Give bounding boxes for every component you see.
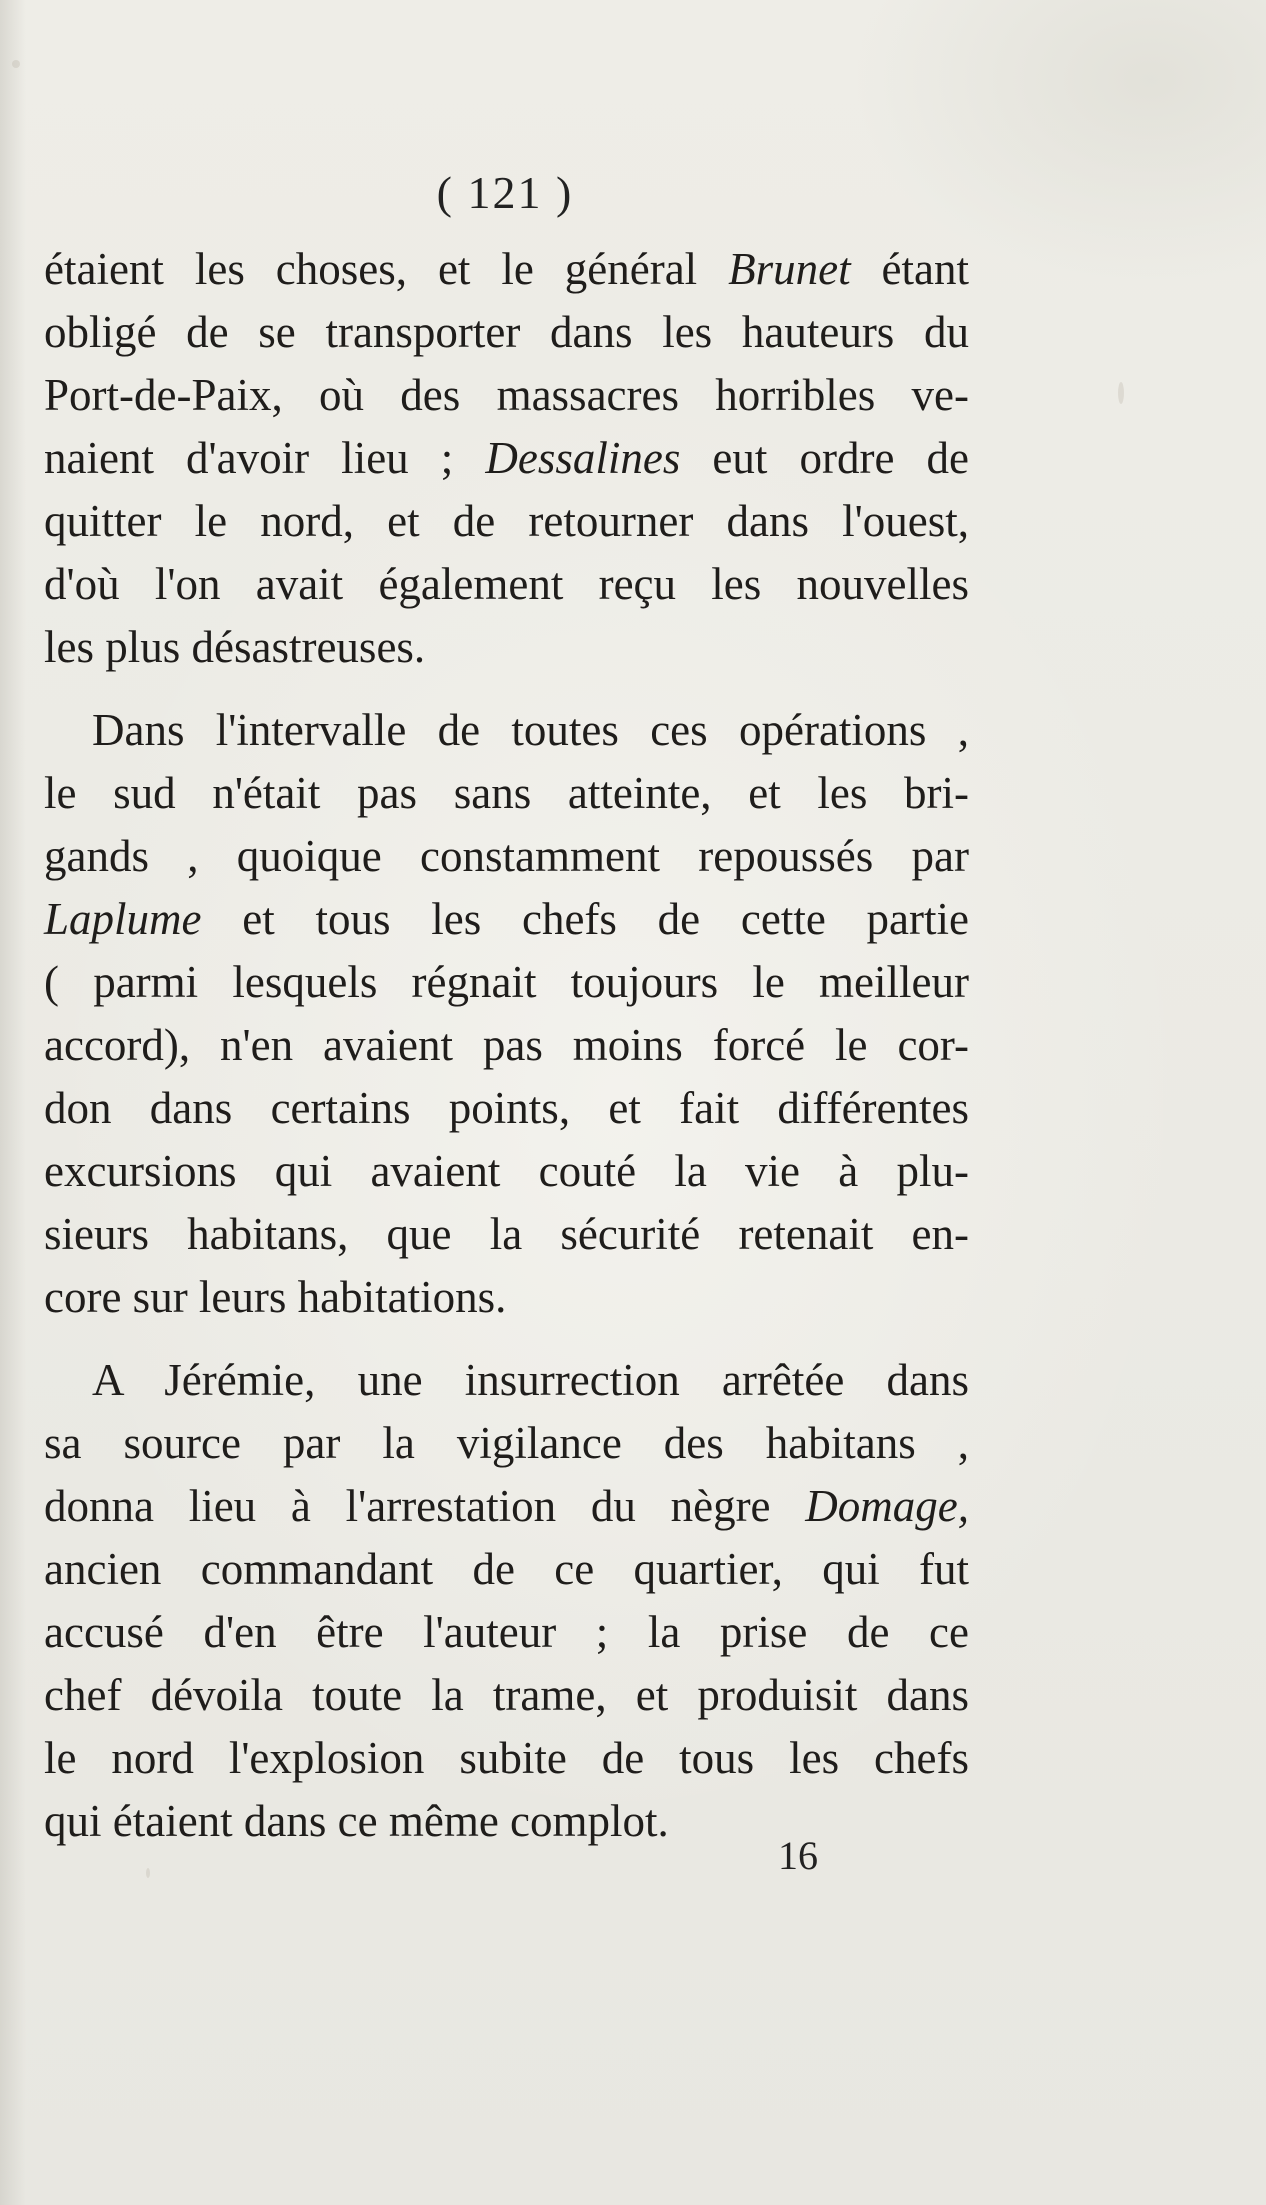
- text-run: étant: [850, 244, 969, 294]
- text-line: [44, 1349, 969, 1412]
- text-line: [44, 1538, 969, 1601]
- text-line: [44, 1266, 969, 1329]
- text-line: [44, 427, 969, 490]
- foxing-spot: [12, 60, 20, 68]
- text-run: le sud n'était pas sans atteinte, et les bri-: [44, 768, 969, 818]
- text-line: [44, 888, 969, 951]
- signature-mark: 16: [778, 1833, 818, 1878]
- text-run: don dans certains points, et fait différentes: [44, 1083, 969, 1133]
- text-line: [44, 1727, 969, 1790]
- text-run: obligé de se transporter dans les hauteurs du: [44, 307, 969, 357]
- italic-name: Laplume: [44, 894, 202, 944]
- paragraph-gap: [44, 1329, 969, 1349]
- text-run: ancien commandant de ce quartier, qui fut: [44, 1544, 969, 1594]
- text-line: [44, 364, 969, 427]
- text-run: les plus désastreuses.: [44, 622, 426, 672]
- text-line: [44, 238, 969, 301]
- italic-name: Domage,: [805, 1481, 969, 1531]
- italic-name: Brunet: [728, 244, 851, 294]
- text-run: accusé d'en être l'auteur ; la prise de ce: [44, 1607, 969, 1657]
- text-line: [44, 1475, 969, 1538]
- italic-name: Dessalines: [485, 433, 681, 483]
- text-run: A Jérémie, une insurrection arrêtée dans: [92, 1355, 969, 1405]
- text-line: [44, 1412, 969, 1475]
- text-line: [44, 301, 969, 364]
- text-line: [44, 1601, 969, 1664]
- text-line: [44, 1790, 969, 1853]
- text-run: naient d'avoir lieu ;: [44, 433, 486, 483]
- text-run: sieurs habitans, que la sécurité retenait en-: [44, 1209, 969, 1259]
- foxing-spot: [1118, 382, 1124, 404]
- text-run: qui étaient dans ce même complot.: [44, 1796, 669, 1846]
- text-run: donna lieu à l'arrestation du nègre: [44, 1481, 806, 1531]
- paragraph: [44, 1349, 969, 1853]
- text-run: chef dévoila toute la trame, et produisit dans: [44, 1670, 969, 1720]
- text-line: [44, 490, 969, 553]
- text-run: gands , quoique constamment repoussés par: [44, 831, 969, 881]
- body-text: [44, 238, 969, 1853]
- paragraph: [44, 699, 969, 1329]
- text-run: core sur leurs habitations.: [44, 1272, 507, 1322]
- text-run: sa source par la vigilance des habitans ,: [44, 1418, 969, 1468]
- paragraph-gap: [44, 679, 969, 699]
- text-run: accord), n'en avaient pas moins forcé le cor-: [44, 1020, 969, 1070]
- text-line: [44, 1014, 969, 1077]
- text-line: [44, 825, 969, 888]
- text-run: d'où l'on avait également reçu les nouvelles: [44, 559, 969, 609]
- text-run: Port-de-Paix, où des massacres horribles ve-: [44, 370, 969, 420]
- paragraph: [44, 238, 969, 679]
- text-line: [44, 616, 969, 679]
- foxing-spot: [146, 1868, 150, 1878]
- text-line: [44, 699, 969, 762]
- text-line: [44, 1140, 969, 1203]
- text-line: [44, 762, 969, 825]
- page-number-header: ( 121 ): [436, 167, 574, 218]
- text-run: excursions qui avaient couté la vie à plu-: [44, 1146, 969, 1196]
- page-edge-shadow: [0, 0, 26, 2205]
- text-line: [44, 553, 969, 616]
- text-run: quitter le nord, et de retourner dans l'ouest,: [44, 496, 969, 546]
- text-line: [44, 1077, 969, 1140]
- text-run: et tous les chefs de cette partie: [201, 894, 969, 944]
- text-run: eut ordre de: [680, 433, 969, 483]
- text-line: [44, 1203, 969, 1266]
- text-line: [44, 1664, 969, 1727]
- text-run: ( parmi lesquels régnait toujours le meilleur: [44, 957, 969, 1007]
- text-run: étaient les choses, et le général: [44, 244, 729, 294]
- text-line: [44, 951, 969, 1014]
- text-run: Dans l'intervalle de toutes ces opérations ,: [92, 705, 969, 755]
- text-run: le nord l'explosion subite de tous les chefs: [44, 1733, 969, 1783]
